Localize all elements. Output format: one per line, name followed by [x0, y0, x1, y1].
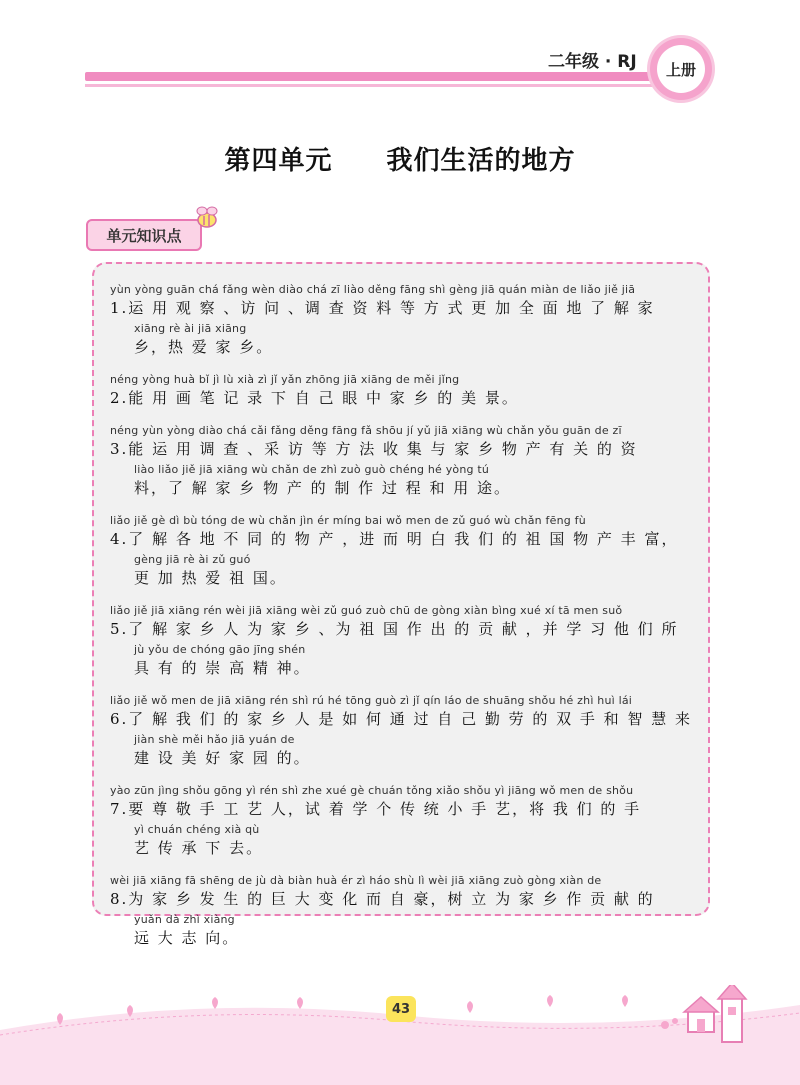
- page-number: 43: [386, 996, 416, 1022]
- knowledge-panel: [92, 262, 710, 947]
- pinyin-line: liǎo jiě gè dì bù tóng de wù chǎn jìn ér míng bai wǒ men de zǔ guó wù chǎn fēng fù: [110, 514, 586, 527]
- tower-icon: [718, 985, 746, 1042]
- pinyin-line: jiàn shè měi hǎo jiā yuán de: [134, 733, 295, 746]
- house-icon: [684, 997, 718, 1032]
- list-item: [110, 282, 696, 360]
- volume-label: 上册: [657, 45, 705, 93]
- pinyin-line: néng yòng huà bǐ jì lù xià zì jǐ yǎn zhōng jiā xiāng de měi jǐng: [110, 373, 460, 386]
- pinyin-line: jù yǒu de chóng gāo jīng shén: [134, 643, 306, 656]
- text-line: 具 有 的 崇 高 精 神。: [134, 659, 311, 677]
- text-line: 艺 传 承 下 去。: [134, 839, 264, 857]
- text-line: 8.为 家 乡 发 生 的 巨 大 变 化 而 自 豪，树 立 为 家 乡 作 贡 献 的: [110, 890, 655, 908]
- pinyin-line: yào zūn jìng shǒu gōng yì rén shì zhe xué gè chuán tǒng xiǎo shǒu yì jiāng wǒ men de shǒu: [110, 784, 634, 797]
- text-line: 1.运 用 观 察 、访 问 、调 查 资 料 等 方 式 更 加 全 面 地 了 解 家: [110, 299, 655, 317]
- section-label: 单元知识点: [86, 219, 202, 251]
- volume-badge: [650, 38, 712, 100]
- text-line: 4.了 解 各 地 不 同 的 物 产 ，进 而 明 白 我 们 的 祖 国 物 产 丰 富，: [110, 530, 679, 548]
- list-item: [110, 603, 696, 681]
- pinyin-line: liào liǎo jiě jiā xiāng wù chǎn de zhì zuò guò chéng hé yòng tú: [134, 463, 490, 476]
- knowledge-list: [110, 282, 696, 951]
- text-line: 更 加 热 爱 祖 国。: [134, 569, 287, 587]
- pinyin-line: liǎo jiě jiā xiāng rén wèi jiā xiāng wèi zǔ guó zuò chū de gòng xiàn bìng xué xí tā men suǒ: [110, 604, 623, 617]
- text-line: 5.了 解 家 乡 人 为 家 乡 、为 祖 国 作 出 的 贡 献 ，并 学 习 他 们 所: [110, 620, 679, 638]
- pinyin-line: yuǎn dà zhì xiàng: [134, 913, 235, 926]
- text-line: 乡，热 爱 家 乡。: [134, 338, 274, 356]
- text-line: 料，了 解 家 乡 物 产 的 制 作 过 程 和 用 途。: [134, 479, 511, 497]
- list-item: [110, 513, 696, 591]
- bee-icon: [190, 200, 224, 234]
- text-line: 2.能 用 画 笔 记 录 下 自 己 眼 中 家 乡 的 美 景。: [110, 389, 519, 407]
- text-line: 7.要 尊 敬 手 工 艺 人，试 着 学 个 传 统 小 手 艺，将 我 们 的 手: [110, 800, 642, 818]
- text-line: 3.能 运 用 调 查 、采 访 等 方 法 收 集 与 家 乡 物 产 有 关 的 资: [110, 440, 638, 458]
- list-item: [110, 423, 696, 501]
- pinyin-line: gèng jiā rè ài zǔ guó: [134, 553, 251, 566]
- pinyin-line: xiāng rè ài jiā xiāng: [134, 322, 247, 335]
- header-rule-thin: [85, 84, 685, 87]
- pinyin-line: néng yùn yòng diào chá cǎi fǎng děng fāng fǎ shōu jí yǔ jiā xiāng wù chǎn yǒu guān de zī: [110, 424, 622, 437]
- unit-title: 第四单元 我们生活的地方: [224, 146, 576, 176]
- grade-label: 二年级 · RJ: [548, 52, 637, 72]
- list-item: [110, 693, 696, 771]
- text-line: 6.了 解 我 们 的 家 乡 人 是 如 何 通 过 自 己 勤 劳 的 双 手 和 智 慧 来: [110, 710, 692, 728]
- header-rule: [85, 72, 685, 81]
- text-line: 建 设 美 好 家 园 的。: [134, 749, 311, 767]
- pinyin-line: wèi jiā xiāng fā shēng de jù dà biàn huà ér zì háo shù lì wèi jiā xiāng zuò gòng xiàn de: [110, 874, 602, 887]
- list-item: [110, 372, 696, 411]
- list-item: [110, 873, 696, 951]
- pinyin-line: yùn yòng guān chá fǎng wèn diào chá zī liào děng fāng shì gèng jiā quán miàn de liǎo jiě jiā: [110, 283, 636, 296]
- pinyin-line: yì chuán chéng xià qù: [134, 823, 260, 836]
- pinyin-line: liǎo jiě wǒ men de jiā xiāng rén shì rú hé tōng guò zì jǐ qín láo de shuāng shǒu hé zhì huì lái: [110, 694, 633, 707]
- list-item: [110, 783, 696, 861]
- text-line: 远 大 志 向。: [134, 929, 240, 947]
